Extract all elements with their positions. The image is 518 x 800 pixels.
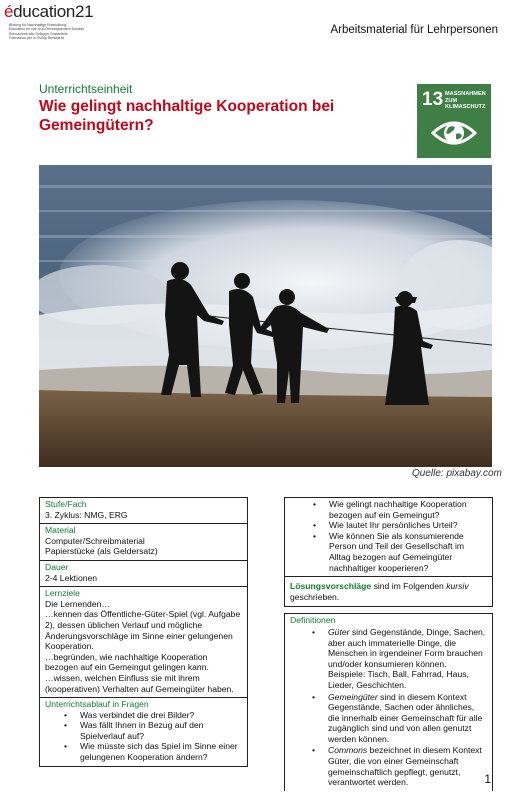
list-item: • Was fällt Ihnen in Bezug auf den Spielverlauf auf? <box>45 720 242 741</box>
material-title: Material <box>45 525 76 536</box>
lernziel-item: …kennen das Öffentliche-Güter-Spiel (vgl. Aufgabe 2), dessen üblichen Verlauf und mögliche Änderungsvorschläge im Sinne einer gelungenen Kooperation. <box>45 609 241 652</box>
definition-text: bezeichnet in diesem Kontext Güter, die von einer Gemeinschaft gemeinschaftlich gepflegt, genutzt, verantwortet werden. <box>328 745 482 788</box>
page-title: Wie gelingt nachhaltige Kooperation bei Gemeingütern? <box>39 98 335 134</box>
lernziele-title: Lernziele <box>45 588 80 599</box>
loesung-text-end: geschrieben. <box>290 591 340 602</box>
right-column <box>284 497 493 791</box>
document-type-label: Arbeitsmaterial für Lehrpersonen <box>330 24 498 36</box>
definition-term: Commons <box>328 745 368 756</box>
questions-continued-cell <box>284 497 493 577</box>
dauer-text: 2-4 Lektionen <box>45 572 98 583</box>
ablauf-cell <box>40 698 247 766</box>
lesson-info-table <box>39 497 248 767</box>
stufe-title: Stufe/Fach <box>45 499 87 509</box>
definition-term: Gemeingüter <box>328 691 378 702</box>
dauer-title: Dauer <box>45 561 69 572</box>
definition-example: Beispiele: Tisch, Ball, Fahrrad, Haus, Lieder, Geschichten. <box>328 669 469 690</box>
definition-item <box>290 745 487 787</box>
definition-term: Güter <box>328 626 350 637</box>
material-line: Papierstücke (als Geldersatz) <box>45 546 158 557</box>
list-item: • Wie lautet Ihr persönliches Urteil? <box>290 520 487 531</box>
question-list <box>290 499 487 573</box>
photo-caption: Quelle: pixabay.com <box>412 468 502 479</box>
lernziel-item: …wissen, welchen Einfluss sie mit ihrem (kooperativen) Verhalten auf Gemeingüter haben. <box>45 672 234 694</box>
lernziele-cell <box>40 587 247 698</box>
unit-label: Unterrichtseinheit <box>39 82 133 96</box>
definition-item <box>290 692 487 745</box>
sdg-title: MASSNAHMEN ZUM KLIMASCHUTZ <box>445 91 486 111</box>
material-cell <box>40 524 247 561</box>
dauer-cell <box>40 561 247 587</box>
loesung-text: sind im Folgenden <box>371 581 447 592</box>
eye-globe-icon <box>431 116 477 150</box>
sdg-13-badge <box>417 84 491 158</box>
ablauf-title: Unterrichtsablauf in Fragen <box>45 699 149 710</box>
list-item: • Was verbindet die drei Bilder? <box>45 710 242 721</box>
definition-text: sind in diesem Kontext Gegenstände, Sachen oder ähnliches, die innerhalb einer Gemeinschaft für alle zugänglich sind und von allen genutzt werden können. <box>328 691 483 744</box>
definitionen-title: Definitionen <box>290 615 336 626</box>
list-item: • Wie können Sie als konsumierende Person und Teil der Gesellschaft im Alltag bezogen auf Gemeingüter nachhaltiger kooperieren? <box>290 531 487 573</box>
page-number: 1 <box>484 772 491 786</box>
loesung-note-cell <box>284 577 493 607</box>
logo-tagline: Bildung für Nachhaltige Entwicklung Education en vue d'un Développement Durable Educazione allo Sviluppo Sostenibile Formaziun per in Svilup Persistent <box>9 23 85 41</box>
material-line: Computer/Schreibmaterial <box>45 535 145 546</box>
loesung-label: Lösungsvorschläge <box>290 581 372 592</box>
beach-tug-of-war-photo <box>39 165 492 467</box>
lernziele-intro: Die Lernenden… <box>45 598 110 609</box>
education21-logo <box>4 2 102 46</box>
list-item: • Wie gelingt nachhaltige Kooperation bezogen auf ein Gemeingut? <box>290 499 487 520</box>
definition-item <box>290 627 487 691</box>
definition-list <box>290 627 487 788</box>
list-item: • Wie müsste sich das Spiel im Sinne einer gelungenen Kooperation ändern? <box>45 741 242 762</box>
loesung-italic: kursiv <box>446 581 469 592</box>
stufe-text: 3. Zyklus: NMG, ERG <box>45 509 128 520</box>
stufe-cell <box>40 498 247 524</box>
definition-text: sind Gegenstände, Dinge, Sachen, aber auch immaterielle Dinge, die Menschen in irgendeiner Form brauchen und/oder konsumieren können. <box>328 626 486 669</box>
sdg-number: 13 <box>422 89 444 110</box>
definitionen-cell <box>284 613 493 791</box>
ablauf-question-list <box>45 710 242 763</box>
lernziel-item: …begründen, wie nachhaltige Kooperation bezogen auf ein Gemeingut gelingen kann. <box>45 651 209 673</box>
logo-wordmark: éducation21 <box>4 2 94 21</box>
